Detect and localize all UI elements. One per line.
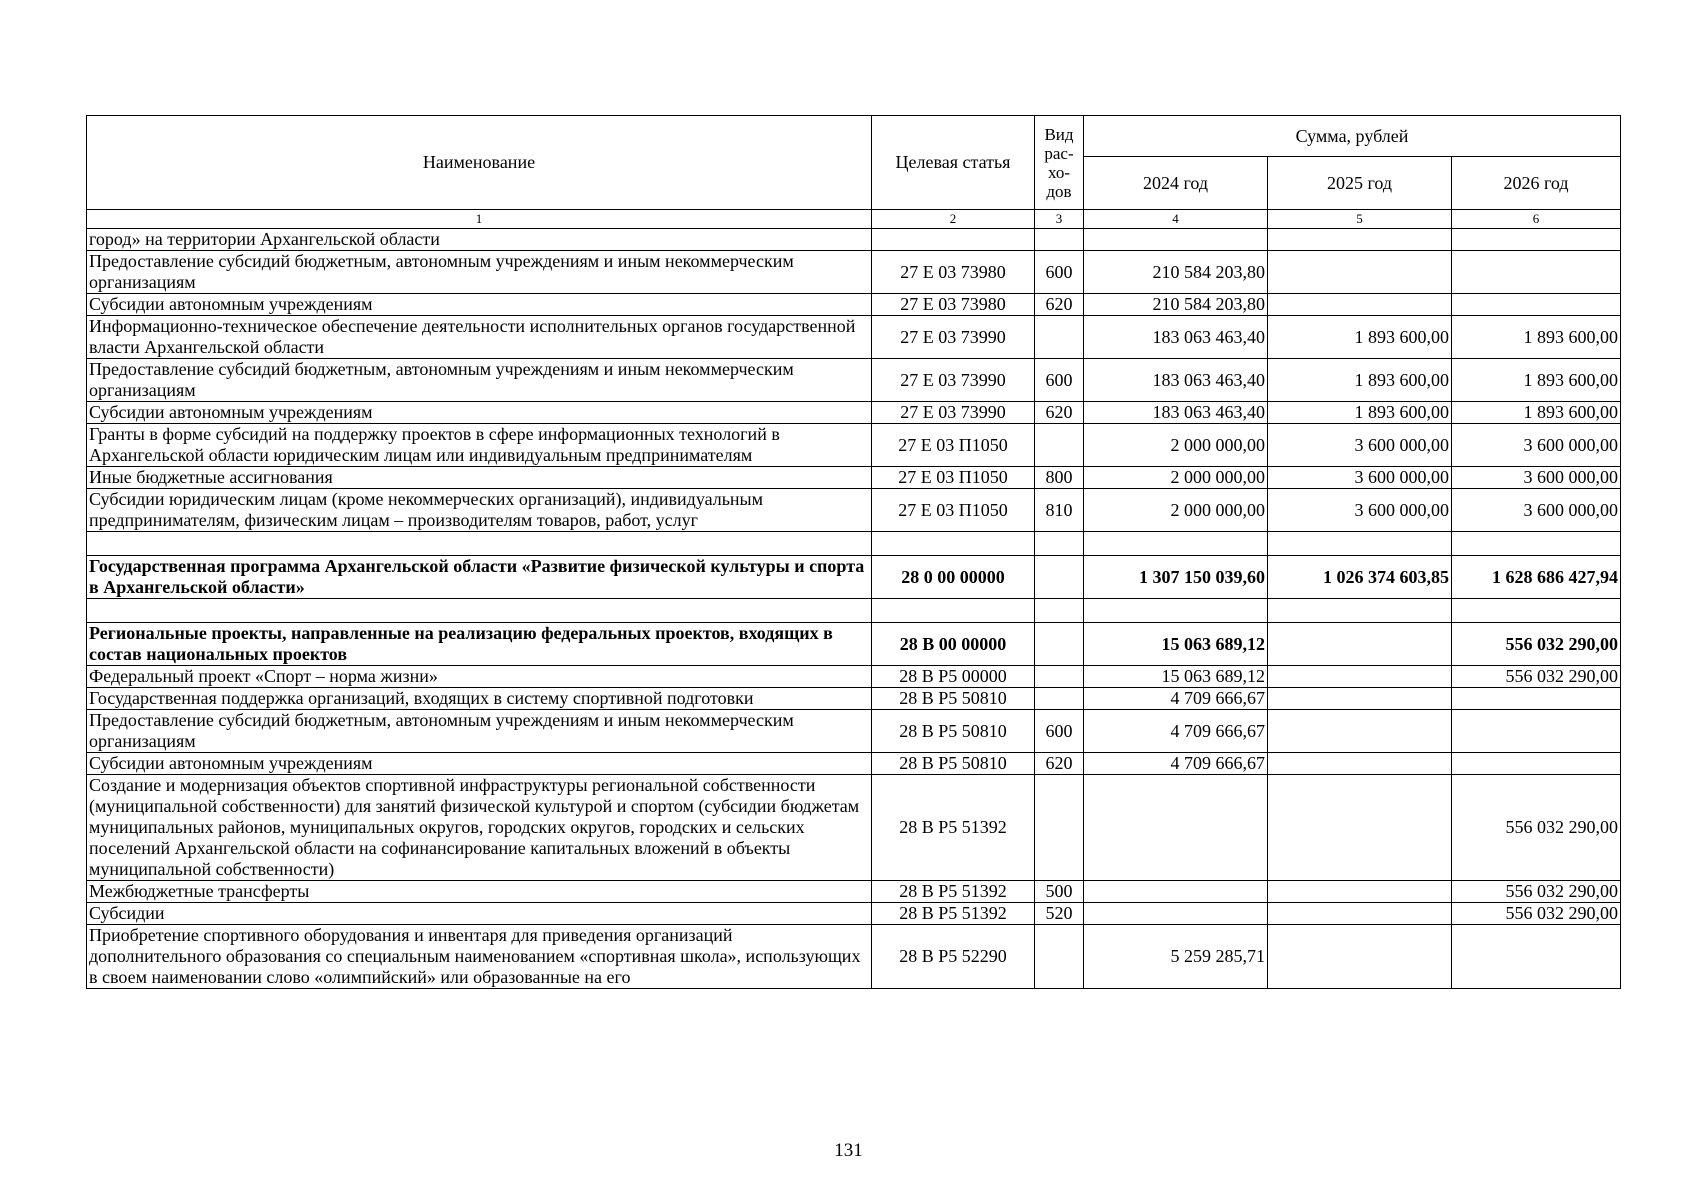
header-year-2024: 2024 год: [1084, 157, 1268, 210]
column-number: 5: [1268, 210, 1452, 229]
row-name: Региональные проекты, направленные на реализацию федеральных проектов, входящих в состав национальных проектов: [87, 623, 872, 666]
column-number: 3: [1035, 210, 1084, 229]
row-sum-2026: [1452, 599, 1621, 623]
table-row: [87, 294, 1621, 316]
row-name: Создание и модернизация объектов спортивной инфраструктуры региональной собственности (муниципальной собственности) для занятий физической культурой и спортом (субсидии бюджетам муниципальных районов, муниципальных округов, городских округов, городских и сельских поселений Архангельской области на софинансирование капитальных вложений в объекты муниципальной собственности): [87, 775, 872, 881]
header-target-article: Целевая статья: [872, 116, 1035, 210]
row-expense-type: [1035, 229, 1084, 251]
row-sum-2026: 3 600 000,00: [1452, 424, 1621, 467]
row-sum-2025: 1 026 374 603,85: [1268, 556, 1452, 599]
row-expense-type: [1035, 775, 1084, 881]
row-name: Субсидии автономным учреждениям: [87, 753, 872, 775]
row-sum-2024: [1084, 229, 1268, 251]
row-sum-2026: 556 032 290,00: [1452, 623, 1621, 666]
table-row: [87, 925, 1621, 989]
row-sum-2024: 2 000 000,00: [1084, 467, 1268, 489]
row-name: Субсидии юридическим лицам (кроме некоммерческих организаций), индивидуальным предпринимателям, физическим лицам – производителям товаров, работ, услуг: [87, 489, 872, 532]
row-sum-2025: [1268, 881, 1452, 903]
table-row: [87, 599, 1621, 623]
row-name: Предоставление субсидий бюджетным, автономным учреждениям и иным некоммерческим организациям: [87, 710, 872, 753]
row-sum-2026: 3 600 000,00: [1452, 489, 1621, 532]
row-target-article: 28 В Р5 52290: [872, 925, 1035, 989]
row-name: Субсидии автономным учреждениям: [87, 402, 872, 424]
row-target-article: [872, 229, 1035, 251]
row-sum-2025: [1268, 599, 1452, 623]
row-sum-2024: 210 584 203,80: [1084, 251, 1268, 294]
row-expense-type: 600: [1035, 251, 1084, 294]
table-row: [87, 556, 1621, 599]
row-sum-2026: 556 032 290,00: [1452, 903, 1621, 925]
table-row: [87, 903, 1621, 925]
row-expense-type: 620: [1035, 402, 1084, 424]
row-sum-2024: 1 307 150 039,60: [1084, 556, 1268, 599]
row-sum-2025: [1268, 710, 1452, 753]
row-target-article: 28 В 00 00000: [872, 623, 1035, 666]
row-sum-2024: 183 063 463,40: [1084, 316, 1268, 359]
row-sum-2025: [1268, 903, 1452, 925]
row-name: город» на территории Архангельской области: [87, 229, 872, 251]
row-name: Межбюджетные трансферты: [87, 881, 872, 903]
row-sum-2026: [1452, 688, 1621, 710]
row-sum-2024: [1084, 775, 1268, 881]
row-sum-2024: 4 709 666,67: [1084, 753, 1268, 775]
row-sum-2024: 4 709 666,67: [1084, 710, 1268, 753]
row-target-article: 27 Е 03 73980: [872, 251, 1035, 294]
row-sum-2026: [1452, 753, 1621, 775]
row-target-article: 27 Е 03 73990: [872, 359, 1035, 402]
row-name: Федеральный проект «Спорт – норма жизни»: [87, 666, 872, 688]
row-sum-2025: [1268, 294, 1452, 316]
header-sum: Сумма, рублей: [1084, 116, 1621, 157]
row-sum-2025: [1268, 688, 1452, 710]
row-target-article: 27 Е 03 73990: [872, 316, 1035, 359]
row-name: Иные бюджетные ассигнования: [87, 467, 872, 489]
row-expense-type: 600: [1035, 710, 1084, 753]
row-sum-2024: 183 063 463,40: [1084, 359, 1268, 402]
row-sum-2025: 3 600 000,00: [1268, 467, 1452, 489]
table-row: [87, 402, 1621, 424]
row-sum-2025: [1268, 623, 1452, 666]
header-year-2026: 2026 год: [1452, 157, 1621, 210]
row-target-article: 27 Е 03 П1050: [872, 424, 1035, 467]
row-target-article: 28 В Р5 51392: [872, 881, 1035, 903]
row-expense-type: [1035, 666, 1084, 688]
row-target-article: 27 Е 03 П1050: [872, 467, 1035, 489]
row-target-article: 28 В Р5 50810: [872, 710, 1035, 753]
row-sum-2025: [1268, 532, 1452, 556]
budget-table: [86, 115, 1621, 989]
row-sum-2025: [1268, 251, 1452, 294]
table-row: [87, 467, 1621, 489]
table-row: [87, 359, 1621, 402]
row-expense-type: 500: [1035, 881, 1084, 903]
row-target-article: 27 Е 03 П1050: [872, 489, 1035, 532]
row-expense-type: 600: [1035, 359, 1084, 402]
row-sum-2025: 3 600 000,00: [1268, 489, 1452, 532]
table-row: [87, 775, 1621, 881]
row-target-article: 27 Е 03 73990: [872, 402, 1035, 424]
row-expense-type: 620: [1035, 294, 1084, 316]
row-expense-type: 800: [1035, 467, 1084, 489]
row-target-article: 28 0 00 00000: [872, 556, 1035, 599]
row-sum-2026: [1452, 294, 1621, 316]
row-name: Субсидии: [87, 903, 872, 925]
row-sum-2026: 1 893 600,00: [1452, 359, 1621, 402]
row-expense-type: [1035, 556, 1084, 599]
header-name: Наименование: [87, 116, 872, 210]
table-row: [87, 316, 1621, 359]
row-name: [87, 599, 872, 623]
row-sum-2026: 1 893 600,00: [1452, 402, 1621, 424]
row-target-article: 28 В Р5 51392: [872, 903, 1035, 925]
row-target-article: 27 Е 03 73980: [872, 294, 1035, 316]
row-sum-2025: [1268, 229, 1452, 251]
page-number: 131: [834, 1140, 863, 1161]
row-sum-2026: 1 893 600,00: [1452, 316, 1621, 359]
table-row: [87, 666, 1621, 688]
row-expense-type: [1035, 599, 1084, 623]
row-name: [87, 532, 872, 556]
row-sum-2025: [1268, 753, 1452, 775]
row-expense-type: 520: [1035, 903, 1084, 925]
row-name: Приобретение спортивного оборудования и инвентаря для приведения организаций дополнительного образования со специальным наименованием «спортивная школа», использующих в своем наименовании слово «олимпийский» или образованные на его: [87, 925, 872, 989]
header-expense-type: Вид рас-хо-дов: [1035, 116, 1084, 210]
row-expense-type: 620: [1035, 753, 1084, 775]
row-name: Гранты в форме субсидий на поддержку проектов в сфере информационных технологий в Архангельской области юридическим лицам или индивидуальным предпринимателям: [87, 424, 872, 467]
table-row: [87, 229, 1621, 251]
row-sum-2026: 556 032 290,00: [1452, 775, 1621, 881]
row-sum-2024: 2 000 000,00: [1084, 424, 1268, 467]
row-sum-2024: [1084, 599, 1268, 623]
row-expense-type: [1035, 424, 1084, 467]
row-name: Государственная поддержка организаций, входящих в систему спортивной подготовки: [87, 688, 872, 710]
row-sum-2024: 15 063 689,12: [1084, 666, 1268, 688]
budget-page: [86, 115, 1620, 989]
row-sum-2024: 210 584 203,80: [1084, 294, 1268, 316]
column-number: 6: [1452, 210, 1621, 229]
row-name: Субсидии автономным учреждениям: [87, 294, 872, 316]
row-expense-type: [1035, 316, 1084, 359]
row-sum-2026: [1452, 710, 1621, 753]
row-sum-2026: 556 032 290,00: [1452, 666, 1621, 688]
header-year-2025: 2025 год: [1268, 157, 1452, 210]
row-target-article: 28 В Р5 50810: [872, 753, 1035, 775]
row-sum-2024: 2 000 000,00: [1084, 489, 1268, 532]
table-row: [87, 532, 1621, 556]
row-sum-2025: [1268, 775, 1452, 881]
row-sum-2024: [1084, 903, 1268, 925]
row-sum-2024: [1084, 881, 1268, 903]
table-row: [87, 424, 1621, 467]
row-sum-2026: 1 628 686 427,94: [1452, 556, 1621, 599]
row-sum-2026: [1452, 251, 1621, 294]
row-expense-type: [1035, 623, 1084, 666]
table-row: [87, 489, 1621, 532]
row-target-article: 28 В Р5 00000: [872, 666, 1035, 688]
row-sum-2026: 3 600 000,00: [1452, 467, 1621, 489]
row-expense-type: [1035, 925, 1084, 989]
row-target-article: 28 В Р5 51392: [872, 775, 1035, 881]
row-expense-type: [1035, 688, 1084, 710]
row-sum-2025: 1 893 600,00: [1268, 359, 1452, 402]
row-name: Государственная программа Архангельской области «Развитие физической культуры и спорта в Архангельской области»: [87, 556, 872, 599]
row-name: Информационно-техническое обеспечение деятельности исполнительных органов государственной власти Архангельской области: [87, 316, 872, 359]
row-sum-2026: [1452, 229, 1621, 251]
row-target-article: [872, 599, 1035, 623]
column-number: 2: [872, 210, 1035, 229]
row-sum-2024: 5 259 285,71: [1084, 925, 1268, 989]
row-name: Предоставление субсидий бюджетным, автономным учреждениям и иным некоммерческим организациям: [87, 251, 872, 294]
row-name: Предоставление субсидий бюджетным, автономным учреждениям и иным некоммерческим организациям: [87, 359, 872, 402]
row-target-article: 28 В Р5 50810: [872, 688, 1035, 710]
table-row: [87, 688, 1621, 710]
column-number: 4: [1084, 210, 1268, 229]
table-row: [87, 623, 1621, 666]
row-sum-2024: 183 063 463,40: [1084, 402, 1268, 424]
row-sum-2025: 1 893 600,00: [1268, 402, 1452, 424]
table-row: [87, 251, 1621, 294]
row-sum-2026: 556 032 290,00: [1452, 881, 1621, 903]
row-expense-type: 810: [1035, 489, 1084, 532]
row-sum-2024: 15 063 689,12: [1084, 623, 1268, 666]
row-sum-2025: [1268, 666, 1452, 688]
row-expense-type: [1035, 532, 1084, 556]
table-row: [87, 881, 1621, 903]
column-number: 1: [87, 210, 872, 229]
row-sum-2024: 4 709 666,67: [1084, 688, 1268, 710]
row-sum-2025: 1 893 600,00: [1268, 316, 1452, 359]
row-sum-2025: 3 600 000,00: [1268, 424, 1452, 467]
row-target-article: [872, 532, 1035, 556]
table-row: [87, 710, 1621, 753]
row-sum-2026: [1452, 925, 1621, 989]
row-sum-2026: [1452, 532, 1621, 556]
row-sum-2024: [1084, 532, 1268, 556]
row-sum-2025: [1268, 925, 1452, 989]
table-row: [87, 753, 1621, 775]
